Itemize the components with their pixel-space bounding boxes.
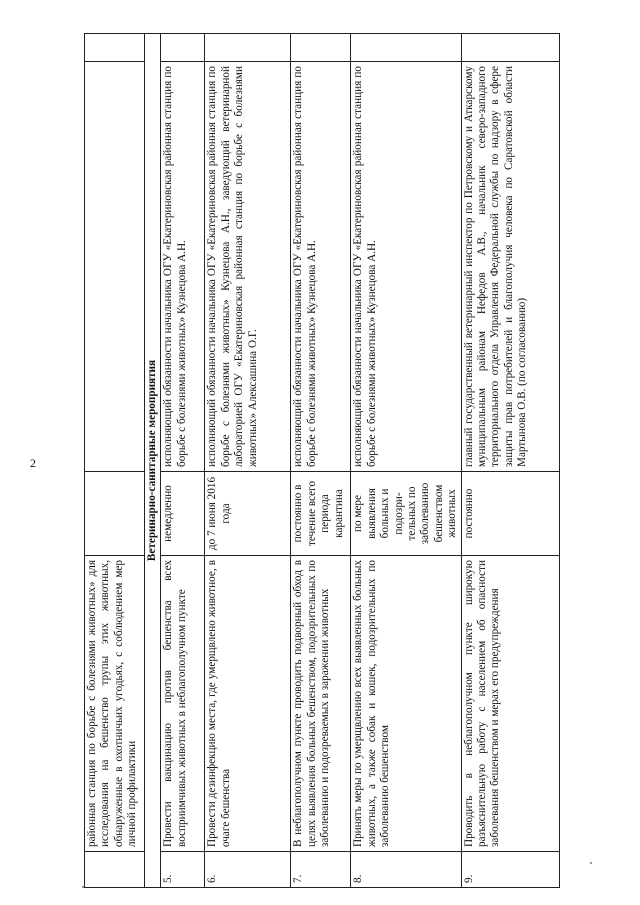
- row-note-cell: [291, 34, 351, 62]
- row-number: 6.: [205, 852, 291, 888]
- row-measure: Проводить в неблагополучном пункте широкую разъяснительную работу с населением об опасности заболевания бешенством и мерах его предупреждения: [461, 556, 559, 852]
- row-term: постоянно: [461, 472, 559, 556]
- table-row: [351, 34, 461, 888]
- row-responsible: исполняющий обязанности начальника ОГУ «Екатериновская районная станция по борьбе с болезнями животных» Кузнецова А.Н.: [291, 62, 351, 472]
- row-term: постоянно в течение всего периода карантина: [291, 472, 351, 556]
- row-number: 5.: [161, 852, 205, 888]
- row-number: 9.: [461, 852, 559, 888]
- row-responsible: исполняющий обязанности начальника ОГУ «Екатериновская районная станция по борьбе с болезнями животных» Кузнецова А.Н.: [351, 62, 461, 472]
- table-row: [161, 34, 205, 888]
- section-heading-row: [145, 34, 161, 888]
- continuation-text: районная станция по борьбе с болезнями животных» для исследования на бешенство трупы этих животных, обнаруженные в охотничьих угодьях, с соблюдением мер личной профилактики: [85, 556, 145, 852]
- row-term: по мере выявления больных и подозри-тельных по заболеванию бешенством животных: [351, 472, 461, 556]
- row-responsible: исполняющий обязанности начальника ОГУ «Екатериновская районная станция по борьбе с болезнями животных» Кузнецова А.Н., заведующий ветеринарной лабораторией ОГУ «Екатериновская районная станция по борьбе с болезнями животных» Алексашина О.Г.: [205, 62, 291, 472]
- row-measure: Провести вакцинацию против бешенства всех восприимчивых животных в неблагополучном пункте: [161, 556, 205, 852]
- continuation-term-cell: [85, 472, 145, 556]
- page-number: 2: [30, 456, 36, 470]
- row-note-cell: [161, 34, 205, 62]
- row-term: немедленно: [161, 472, 205, 556]
- continuation-num-cell: [85, 852, 145, 888]
- scan-speck: [590, 862, 592, 864]
- continuation-row: [85, 34, 145, 888]
- continuation-note-cell: [85, 34, 145, 62]
- row-term: до 7 июня 2016 года: [205, 472, 291, 556]
- table-row: [461, 34, 559, 888]
- row-measure: Провести дезинфекцию места, где умерщвлено животное, в очаге бешенства: [205, 556, 291, 852]
- section-title: Ветеринарно-санитарные мероприятия: [145, 34, 161, 888]
- row-measure: В неблагополучном пункте проводить подворный обход в целях выявления больных бешенством, подозрительных по заболеванию и подозреваемых в заражении животных: [291, 556, 351, 852]
- table-row: [291, 34, 351, 888]
- continuation-resp-cell: [85, 62, 145, 472]
- row-note-cell: [461, 34, 559, 62]
- table-row: [205, 34, 291, 888]
- row-measure: Принять меры по умерщвлению всех выявленных больных животных, а также собак и кошек, подозрительных по заболеванию бешенством: [351, 556, 461, 852]
- row-responsible: исполняющий обязанности начальника ОГУ «Екатериновская районная станция по борьбе с болезнями животных» Кузнецова А.Н.: [161, 62, 205, 472]
- row-note-cell: [351, 34, 461, 62]
- scan-speck: [82, 886, 84, 888]
- row-responsible: главный государственный ветеринарный инспектор по Петровскому и Аткарскому муниципальным районам Нефедов А.В., начальник северо-западного территориального отдела Управления Федеральной службы по надзору в сфере защиты прав потребителей и благополучия человека по Саратовской области Мартынова О.В. (по согласованию): [461, 62, 559, 472]
- measures-table: [84, 33, 560, 888]
- row-number: 8.: [351, 852, 461, 888]
- row-note-cell: [205, 34, 291, 62]
- rotated-table-container: [84, 34, 596, 888]
- row-number: 7.: [291, 852, 351, 888]
